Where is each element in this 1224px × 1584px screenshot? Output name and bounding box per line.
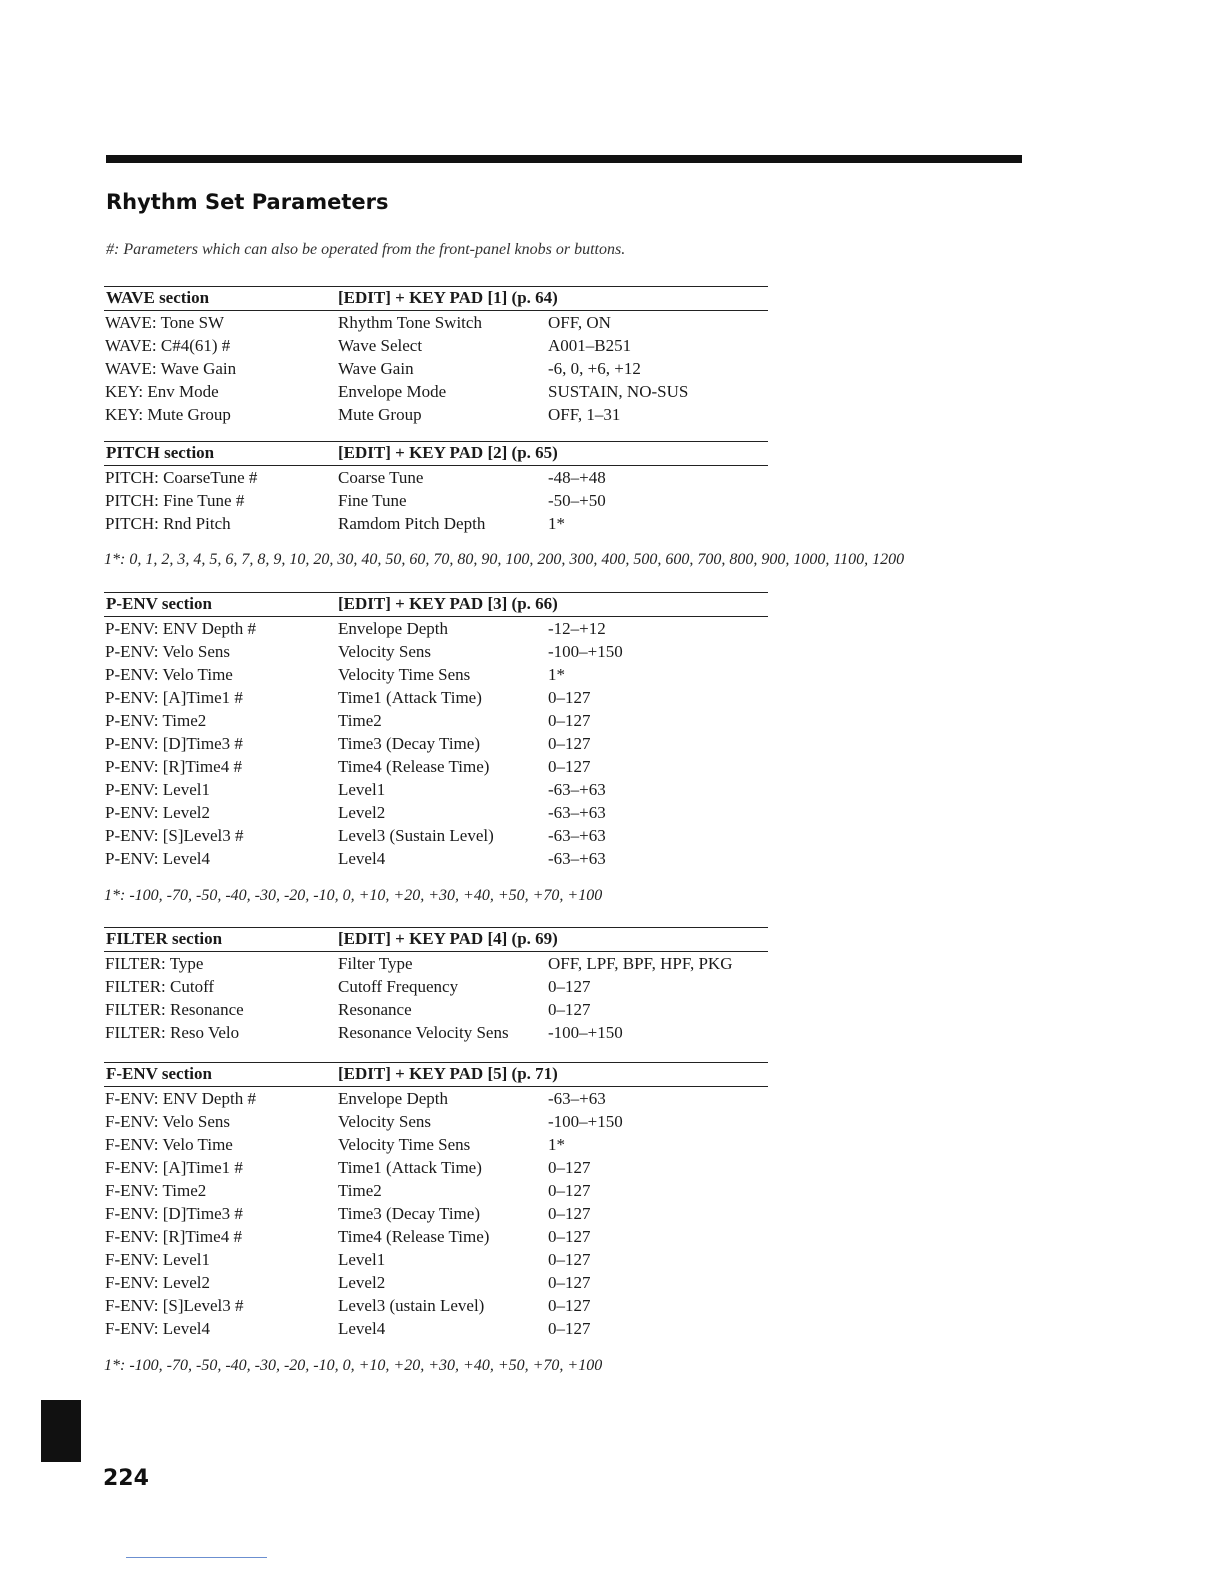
parameter-range: -100–+150 — [548, 1112, 623, 1131]
table-row — [104, 1202, 768, 1225]
section-name: FILTER section — [106, 929, 223, 948]
section-name: WAVE section — [106, 288, 210, 307]
section-name: PITCH section — [106, 443, 215, 462]
parameter-range: SUSTAIN, NO-SUS — [548, 382, 689, 401]
parameter-name: Level3 (ustain Level) — [338, 1296, 485, 1315]
parameter-name: Wave Gain — [338, 359, 414, 378]
parameter-display-name: KEY: Mute Group — [105, 405, 231, 424]
parameter-display-name: KEY: Env Mode — [105, 382, 219, 401]
parameter-display-name: F-ENV: Time2 — [105, 1181, 207, 1200]
parameter-name: Time2 — [338, 711, 382, 730]
table-row — [104, 778, 768, 801]
parameter-range: -100–+150 — [548, 642, 623, 661]
section-rows — [104, 1087, 768, 1340]
parameter-display-name: F-ENV: Level4 — [105, 1319, 210, 1338]
parameter-range: 0–127 — [548, 1181, 591, 1200]
parameter-name: Envelope Depth — [338, 619, 448, 638]
parameter-name: Cutoff Frequency — [338, 977, 459, 996]
section-access: [EDIT] + KEY PAD [3] (p. 66) — [338, 594, 558, 613]
section-access: [EDIT] + KEY PAD [1] (p. 64) — [338, 288, 558, 307]
parameter-display-name: FILTER: Type — [105, 954, 204, 973]
section-rows — [104, 952, 768, 1044]
table-row — [104, 975, 768, 998]
section-header — [104, 1062, 768, 1087]
parameter-display-name: P-ENV: [S]Level3 # — [105, 826, 244, 845]
parameter-name: Wave Select — [338, 336, 423, 355]
parameter-display-name: WAVE: Wave Gain — [105, 359, 237, 378]
parameter-range: 0–127 — [548, 757, 591, 776]
parameter-range: -63–+63 — [548, 849, 606, 868]
parameter-range: OFF, 1–31 — [548, 405, 621, 424]
parameter-display-name: PITCH: Fine Tune # — [105, 491, 245, 510]
parameter-range: 0–127 — [548, 688, 591, 707]
chapter-tab-marker — [41, 1400, 81, 1462]
parameter-display-name: P-ENV: [D]Time3 # — [105, 734, 243, 753]
section-name: P-ENV section — [106, 594, 212, 613]
parameter-display-name: F-ENV: [D]Time3 # — [105, 1204, 243, 1223]
table-row — [104, 1248, 768, 1271]
parameter-range: 0–127 — [548, 1227, 591, 1246]
parameter-display-name: P-ENV: Time2 — [105, 711, 207, 730]
page-title: Rhythm Set Parameters — [106, 190, 389, 214]
penv-footnote: 1*: -100, -70, -50, -40, -30, -20, -10, 0, +10, +20, +30, +40, +50, +70, +100 — [104, 887, 603, 904]
parameter-range: -48–+48 — [548, 468, 606, 487]
parameter-range: -12–+12 — [548, 619, 606, 638]
parameter-name: Coarse Tune — [338, 468, 424, 487]
parameter-name: Level4 — [338, 849, 386, 868]
parameter-range: 0–127 — [548, 1250, 591, 1269]
parameter-range: -50–+50 — [548, 491, 606, 510]
section-access: [EDIT] + KEY PAD [2] (p. 65) — [338, 443, 558, 462]
table-row — [104, 403, 768, 426]
parameter-display-name: PITCH: CoarseTune # — [105, 468, 258, 487]
parameter-display-name: F-ENV: Velo Time — [105, 1135, 233, 1154]
table-row — [104, 311, 768, 334]
section-header — [104, 927, 768, 952]
parameter-name: Level3 (Sustain Level) — [338, 826, 494, 845]
parameter-range: 0–127 — [548, 1319, 591, 1338]
parameter-display-name: WAVE: Tone SW — [105, 313, 225, 332]
table-row — [104, 1156, 768, 1179]
parameter-range: -63–+63 — [548, 780, 606, 799]
parameter-name: Envelope Depth — [338, 1089, 448, 1108]
parameter-name: Level1 — [338, 780, 386, 799]
bottom-rule — [126, 1557, 267, 1558]
table-row — [104, 1225, 768, 1248]
table-row — [104, 1294, 768, 1317]
parameter-display-name: F-ENV: [R]Time4 # — [105, 1227, 242, 1246]
parameter-name: Velocity Time Sens — [338, 1135, 471, 1154]
parameter-range: 1* — [548, 665, 565, 684]
table-row — [104, 1317, 768, 1340]
parameter-display-name: WAVE: C#4(61) # — [105, 336, 231, 355]
parameter-range: 0–127 — [548, 1273, 591, 1292]
fenv-footnote: 1*: -100, -70, -50, -40, -30, -20, -10, 0, +10, +20, +30, +40, +50, +70, +100 — [104, 1357, 603, 1374]
parameter-display-name: P-ENV: Level4 — [105, 849, 210, 868]
table-row — [104, 357, 768, 380]
section-name: F-ENV section — [106, 1064, 212, 1083]
intro-note: #: Parameters which can also be operated from the front-panel knobs or buttons. — [106, 241, 626, 258]
parameter-range: -63–+63 — [548, 803, 606, 822]
parameter-display-name: P-ENV: Level1 — [105, 780, 210, 799]
parameter-display-name: P-ENV: Level2 — [105, 803, 210, 822]
parameter-name: Resonance — [338, 1000, 412, 1019]
parameter-display-name: F-ENV: [S]Level3 # — [105, 1296, 244, 1315]
section-header — [104, 592, 768, 617]
parameter-display-name: P-ENV: Velo Time — [105, 665, 233, 684]
parameter-display-name: F-ENV: ENV Depth # — [105, 1089, 256, 1108]
parameter-display-name: P-ENV: ENV Depth # — [105, 619, 256, 638]
table-row — [104, 1133, 768, 1156]
parameter-range: OFF, ON — [548, 313, 611, 332]
table-row — [104, 640, 768, 663]
parameter-name: Filter Type — [338, 954, 413, 973]
parameter-name: Resonance Velocity Sens — [338, 1023, 509, 1042]
parameter-name: Time2 — [338, 1181, 382, 1200]
parameter-display-name: F-ENV: [A]Time1 # — [105, 1158, 243, 1177]
parameter-range: 0–127 — [548, 1158, 591, 1177]
table-row — [104, 663, 768, 686]
pitch-section-table — [104, 441, 768, 535]
parameter-display-name: P-ENV: [R]Time4 # — [105, 757, 242, 776]
table-row — [104, 334, 768, 357]
parameter-name: Rhythm Tone Switch — [338, 313, 482, 332]
table-row — [104, 952, 768, 975]
parameter-name: Level4 — [338, 1319, 386, 1338]
parameter-display-name: F-ENV: Velo Sens — [105, 1112, 230, 1131]
parameter-name: Mute Group — [338, 405, 422, 424]
table-row — [104, 380, 768, 403]
parameter-name: Fine Tune — [338, 491, 407, 510]
table-row — [104, 617, 768, 640]
parameter-name: Time3 (Decay Time) — [338, 1204, 480, 1223]
parameter-display-name: P-ENV: [A]Time1 # — [105, 688, 243, 707]
parameter-display-name: F-ENV: Level2 — [105, 1273, 210, 1292]
parameter-name: Time1 (Attack Time) — [338, 1158, 482, 1177]
parameter-name: Level1 — [338, 1250, 386, 1269]
table-row — [104, 709, 768, 732]
section-rows — [104, 466, 768, 535]
table-row — [104, 512, 768, 535]
parameter-name: Envelope Mode — [338, 382, 447, 401]
page-number: 224 — [103, 1466, 149, 1491]
parameter-name: Level2 — [338, 1273, 386, 1292]
table-row — [104, 755, 768, 778]
parameter-range: 1* — [548, 514, 565, 533]
parameter-range: OFF, LPF, BPF, HPF, PKG — [548, 954, 733, 973]
section-header — [104, 441, 768, 466]
pitch-footnote: 1*: 0, 1, 2, 3, 4, 5, 6, 7, 8, 9, 10, 20, 30, 40, 50, 60, 70, 80, 90, 100, 200, 300, 400, 500, 600, 700, 800, 900, 1000, 1100, 1200 — [104, 551, 905, 568]
parameter-display-name: FILTER: Reso Velo — [105, 1023, 240, 1042]
parameter-range: 0–127 — [548, 711, 591, 730]
section-access: [EDIT] + KEY PAD [4] (p. 69) — [338, 929, 558, 948]
table-row — [104, 1110, 768, 1133]
penv-section-table — [104, 592, 768, 870]
top-rule — [106, 155, 1022, 163]
table-row — [104, 1021, 768, 1044]
section-rows — [104, 311, 768, 426]
parameter-display-name: P-ENV: Velo Sens — [105, 642, 230, 661]
parameter-range: 0–127 — [548, 1204, 591, 1223]
parameter-range: -63–+63 — [548, 826, 606, 845]
parameter-range: A001–B251 — [548, 336, 632, 355]
parameter-name: Time1 (Attack Time) — [338, 688, 482, 707]
parameter-display-name: FILTER: Cutoff — [105, 977, 215, 996]
parameter-display-name: PITCH: Rnd Pitch — [105, 514, 231, 533]
parameter-range: 0–127 — [548, 977, 591, 996]
fenv-section-table — [104, 1062, 768, 1340]
parameter-name: Ramdom Pitch Depth — [338, 514, 486, 533]
table-row — [104, 1179, 768, 1202]
table-row — [104, 489, 768, 512]
table-row — [104, 1271, 768, 1294]
table-row — [104, 801, 768, 824]
table-row — [104, 1087, 768, 1110]
parameter-name: Time4 (Release Time) — [338, 757, 490, 776]
filter-section-table — [104, 927, 768, 1044]
parameter-display-name: F-ENV: Level1 — [105, 1250, 210, 1269]
parameter-range: 1* — [548, 1135, 565, 1154]
table-row — [104, 732, 768, 755]
parameter-name: Time3 (Decay Time) — [338, 734, 480, 753]
parameter-range: 0–127 — [548, 734, 591, 753]
table-row — [104, 466, 768, 489]
table-row — [104, 998, 768, 1021]
parameter-range: -6, 0, +6, +12 — [548, 359, 641, 378]
parameter-name: Level2 — [338, 803, 386, 822]
parameter-name: Velocity Time Sens — [338, 665, 471, 684]
parameter-range: -100–+150 — [548, 1023, 623, 1042]
parameter-name: Velocity Sens — [338, 1112, 432, 1131]
parameter-range: -63–+63 — [548, 1089, 606, 1108]
section-access: [EDIT] + KEY PAD [5] (p. 71) — [338, 1064, 558, 1083]
table-row — [104, 824, 768, 847]
parameter-display-name: FILTER: Resonance — [105, 1000, 244, 1019]
parameter-range: 0–127 — [548, 1000, 591, 1019]
wave-section-table — [104, 286, 768, 426]
table-row — [104, 847, 768, 870]
section-rows — [104, 617, 768, 870]
table-row — [104, 686, 768, 709]
section-header — [104, 286, 768, 311]
parameter-name: Velocity Sens — [338, 642, 432, 661]
parameter-range: 0–127 — [548, 1296, 591, 1315]
parameter-name: Time4 (Release Time) — [338, 1227, 490, 1246]
